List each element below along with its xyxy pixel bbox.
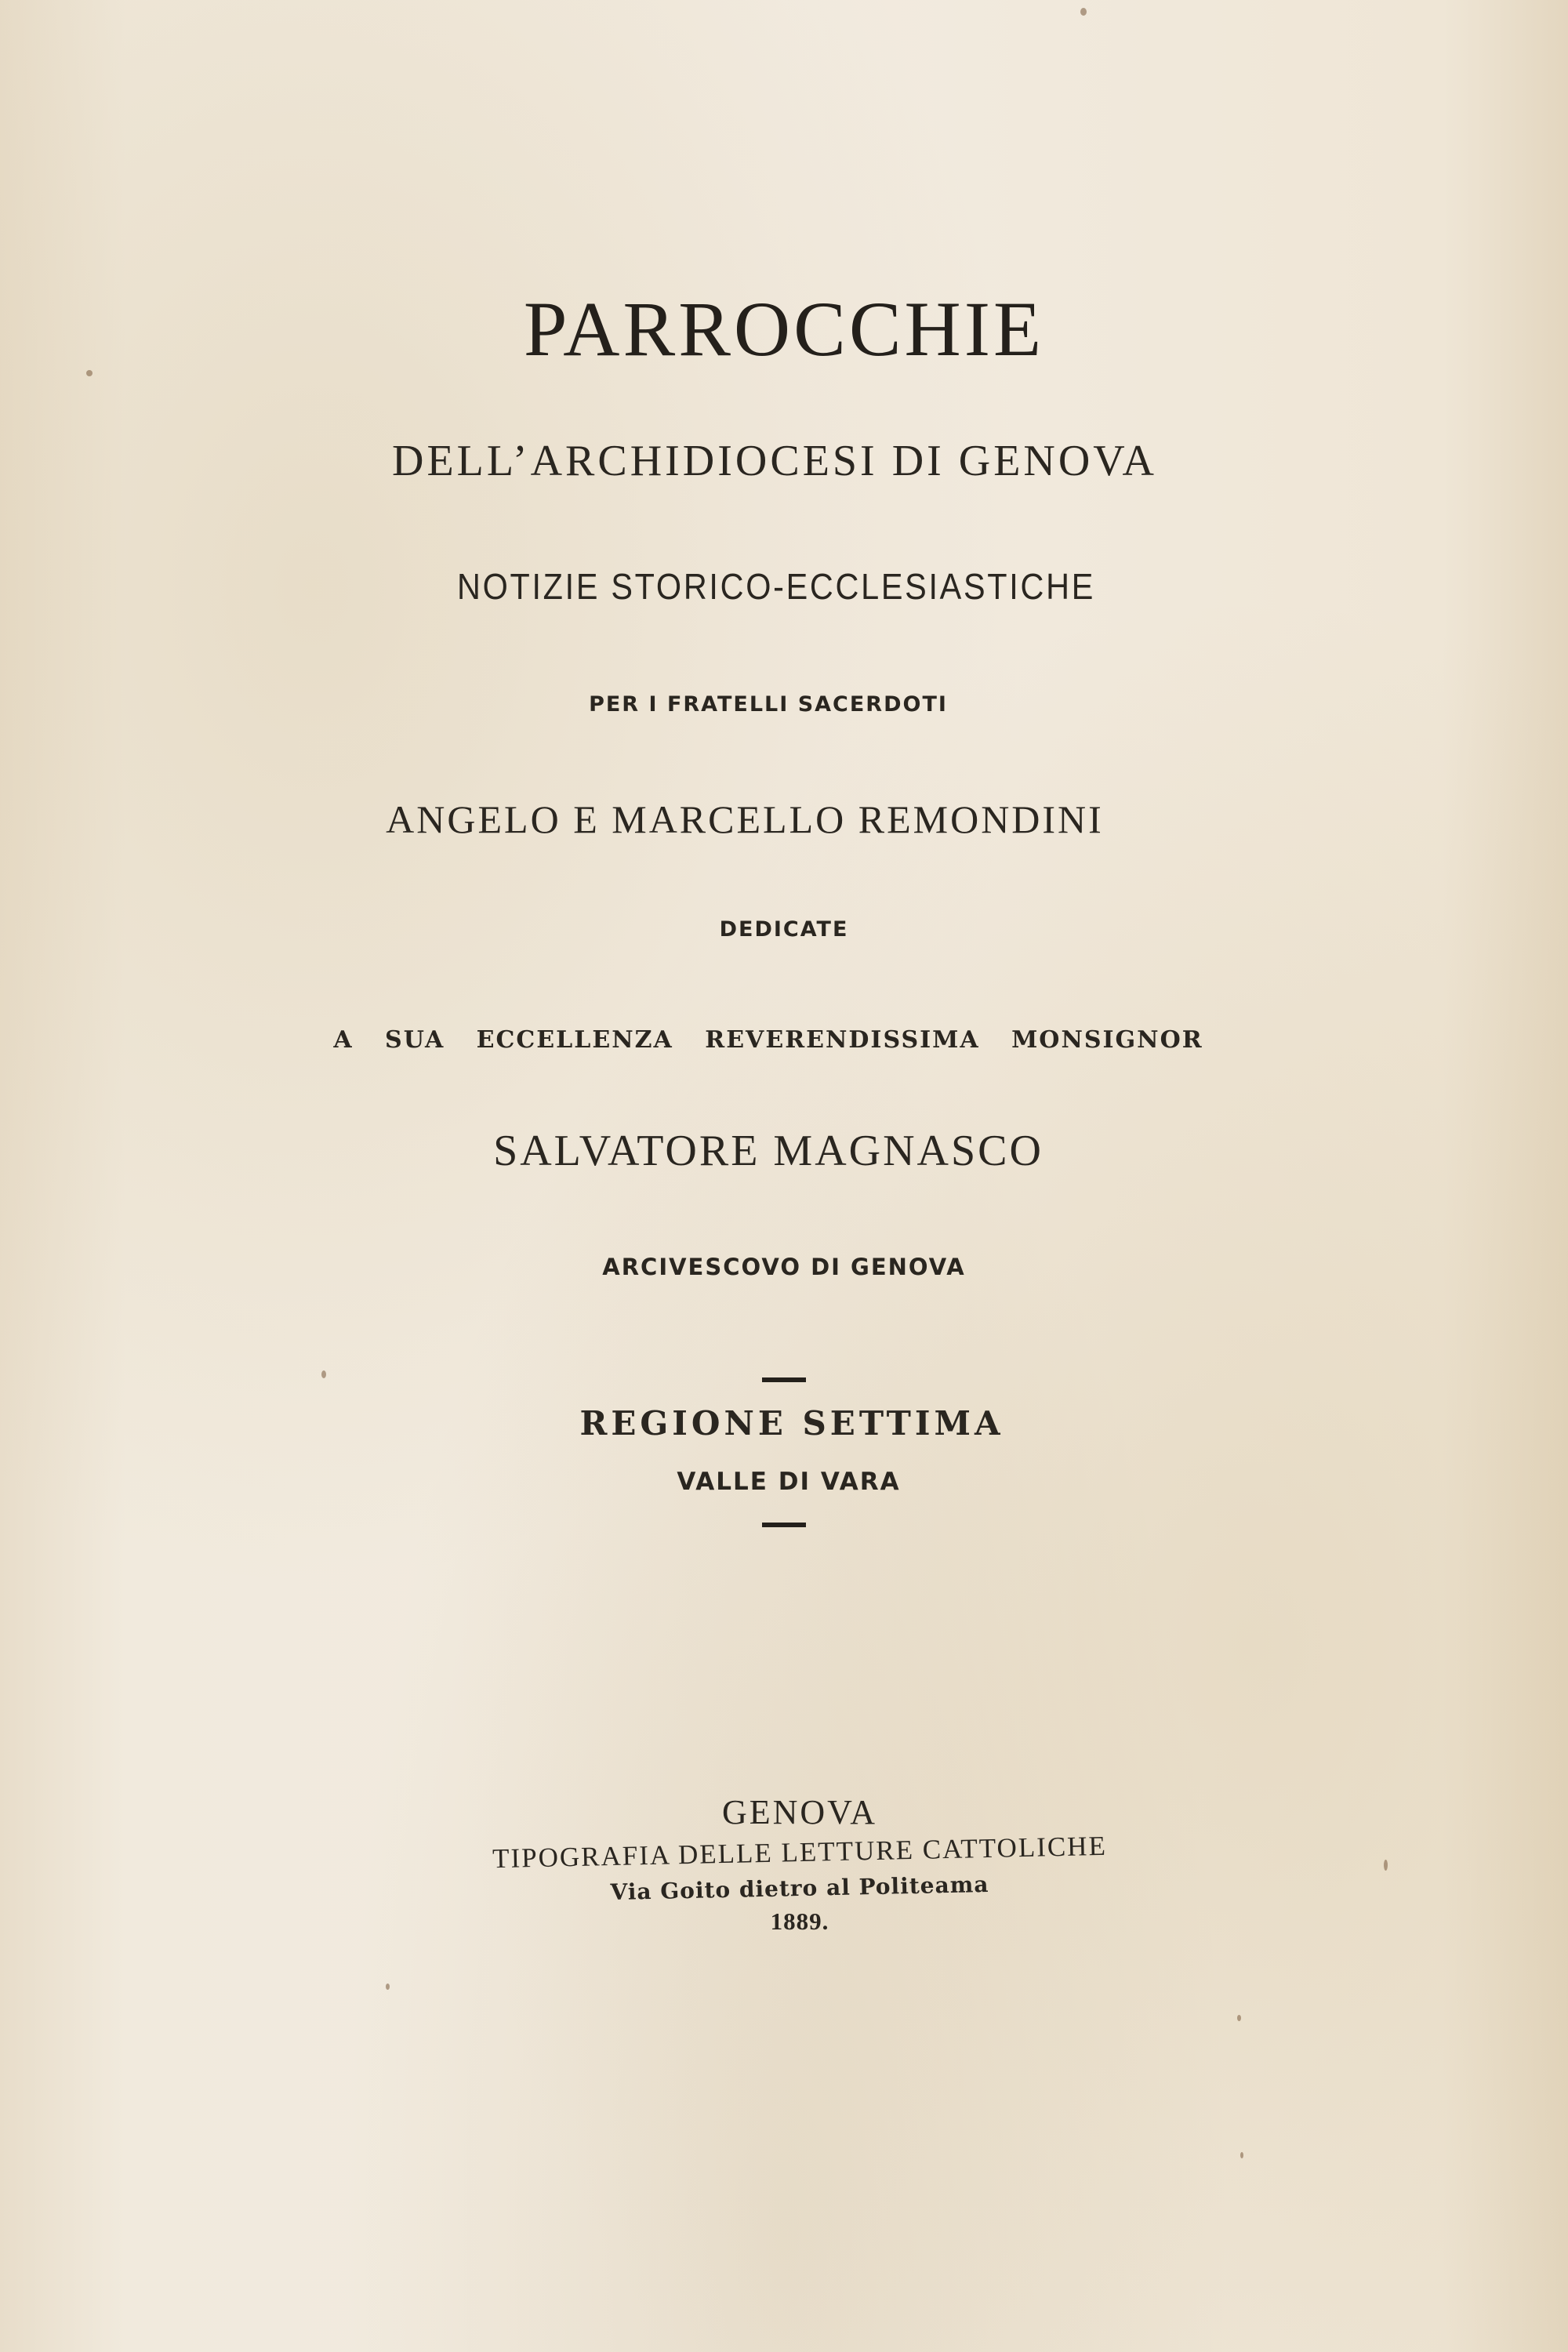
- foxing-spot: [386, 1984, 390, 1990]
- imprint-year: 1889.: [770, 1907, 829, 1935]
- region-heading: REGIONE SETTIMA: [579, 1404, 1004, 1443]
- foxing-spot: [1237, 2015, 1241, 2021]
- foxing-spot: [321, 1370, 326, 1378]
- foxing-spot: [1240, 2152, 1243, 2158]
- imprint-address: Via Goito dietro al Politeama: [610, 1871, 989, 1906]
- dedication-line: A SUA ECCELLENZA REVERENDISSIMA MONSIGNOR: [333, 1026, 1203, 1054]
- imprint-city: GENOVA: [721, 1793, 878, 1831]
- dedicate-label: DEDICATE: [719, 917, 849, 942]
- book-description: NOTIZIE STORICO-ECCLESIASTICHE: [456, 566, 1096, 607]
- divider-top: [762, 1377, 806, 1382]
- authors: ANGELO E MARCELLO REMONDINI: [386, 797, 1104, 841]
- book-subtitle: DELL’ARCHIDIOCESI DI GENOVA: [392, 437, 1157, 485]
- imprint-printer: TIPOGRAFIA DELLE LETTURE CATTOLICHE: [492, 1830, 1108, 1875]
- divider-bottom: [762, 1523, 806, 1527]
- foxing-spot: [1080, 8, 1087, 16]
- book-title: PARROCCHIE: [523, 285, 1045, 372]
- dedicatee-name: SALVATORE MAGNASCO: [493, 1127, 1044, 1175]
- valley-name: VALLE DI VARA: [677, 1468, 901, 1496]
- foxing-spot: [86, 370, 93, 376]
- by-line: PER I FRATELLI SACERDOTI: [589, 692, 948, 717]
- dedicatee-title: ARCIVESCOVO DI GENOVA: [602, 1254, 966, 1280]
